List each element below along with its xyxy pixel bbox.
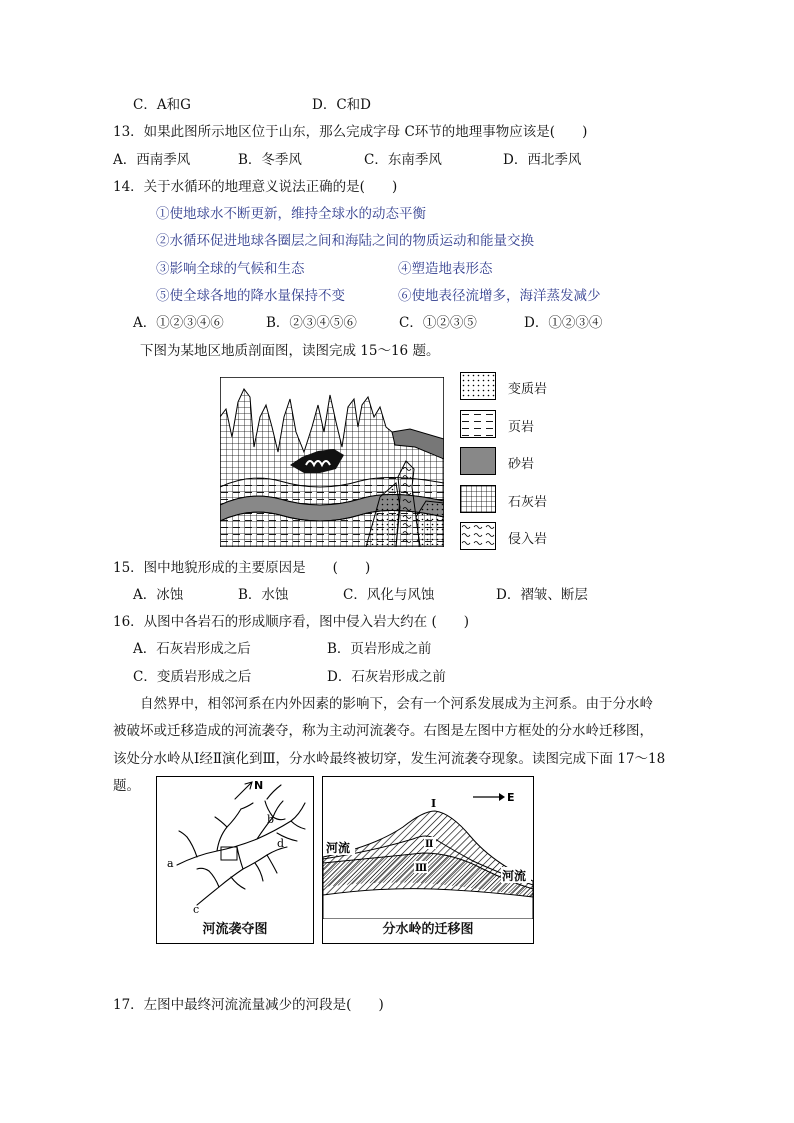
river-label-d: d	[277, 837, 285, 850]
east-label: E	[507, 791, 515, 804]
question-16-option-c: C．变质岩形成之后	[133, 669, 252, 685]
river-label-c: c	[193, 903, 200, 916]
option-d: D．C和D	[312, 97, 371, 113]
question-15-stem: 15．图中地貌形成的主要原因是 ( )	[113, 560, 371, 576]
river-network-map	[157, 777, 313, 917]
river-capture-figure	[156, 776, 314, 944]
legend-label-limestone: 石灰岩	[508, 495, 548, 510]
river-left-label: 河流	[326, 841, 351, 855]
question-17-stem: 17．左图中最终河流流量减少的河段是( )	[113, 997, 384, 1013]
question-14-option-c: C．①②③⑤	[399, 315, 477, 331]
question-14-item-5: ⑤使全球各地的降水量保持不变	[156, 288, 345, 304]
legend-sandstone	[460, 447, 580, 477]
question-14-stem: 14．关于水循环的地理意义说法正确的是( )	[113, 179, 398, 195]
question-14-item-4: ④塑造地表形态	[398, 261, 493, 277]
legend-label-intrusive: 侵入岩	[508, 532, 548, 547]
option-c: C．A和G	[133, 97, 191, 113]
legend-intrusive	[460, 522, 580, 552]
geologic-section-figure	[220, 377, 444, 547]
divide-migration-caption: 分水岭的迁移图	[382, 922, 474, 937]
passage-line-1: 自然界中，相邻河系在内外因素的影响下，会有一个河系发展成为主河系。由于分水岭	[140, 696, 653, 712]
north-label: N	[254, 779, 264, 792]
intro-15-16: 下图为某地区地质剖面图，读图完成 15～16 题。	[140, 343, 440, 359]
question-14-option-b: B．②③④⑤⑥	[266, 315, 357, 331]
question-13-option-b: B．冬季风	[238, 152, 302, 168]
legend-label-metamorphic: 变质岩	[508, 382, 548, 397]
divide-migration-figure	[322, 776, 534, 944]
legend-label-sandstone: 砂岩	[508, 457, 535, 472]
question-14-item-6: ⑥使地表径流增多，海洋蒸发减少	[398, 288, 601, 304]
question-13-stem: 13．如果此图所示地区位于山东，那么完成字母 C环节的地理事物应该是( )	[113, 124, 588, 140]
question-15-option-b: B．水蚀	[238, 587, 289, 603]
legend-label-shale: 页岩	[508, 420, 535, 435]
river-label-a: a	[167, 857, 174, 870]
question-14-item-1: ①使地球水不断更新，维持全球水的动态平衡	[156, 206, 426, 222]
stage-2-label: Ⅱ	[425, 839, 434, 850]
question-16-stem: 16．从图中各岩石的形成顺序看，图中侵入岩大约在 ( )	[113, 614, 470, 630]
question-15-option-a: A．冰蚀	[133, 587, 184, 603]
legend-shale	[460, 410, 580, 440]
question-14-item-3: ③影响全球的气候和生态	[156, 261, 305, 277]
river-right-label: 河流	[502, 869, 527, 883]
passage-line-4: 题。	[113, 778, 140, 794]
question-14-option-a: A．①②③④⑥	[133, 315, 224, 331]
question-13-option-a: A．西南季风	[113, 152, 191, 168]
river-capture-caption: 河流袭夺图	[202, 922, 268, 937]
stage-1-label: Ⅰ	[431, 797, 437, 810]
stage-3-label: Ⅲ	[415, 863, 428, 874]
passage-line-2: 被破坏或迁移造成的河流袭夺，称为主动河流袭夺。右图是左图中方框处的分水岭迁移图，	[113, 723, 653, 739]
legend-limestone	[460, 485, 580, 515]
divide-migration-diagram	[323, 777, 533, 919]
question-14-option-d: D．①②③④	[524, 315, 603, 331]
question-16-option-b: B．页岩形成之前	[327, 641, 432, 657]
question-13-option-d: D．西北季风	[503, 152, 582, 168]
question-14-item-2: ②水循环促进地球各圈层之间和海陆之间的物质运动和能量交换	[156, 233, 534, 249]
river-label-b: b	[267, 813, 275, 826]
question-16-option-d: D．石灰岩形成之前	[327, 669, 446, 685]
question-13-option-c: C．东南季风	[364, 152, 442, 168]
question-15-option-c: C．风化与风蚀	[343, 587, 435, 603]
question-16-option-a: A．石灰岩形成之后	[133, 641, 251, 657]
question-15-option-d: D．褶皱、断层	[496, 587, 588, 603]
passage-line-3: 该处分水岭从Ⅰ经Ⅱ演化到Ⅲ，分水岭最终被切穿，发生河流袭夺现象。读图完成下面 17～18	[113, 751, 666, 767]
legend-metamorphic	[460, 372, 580, 402]
